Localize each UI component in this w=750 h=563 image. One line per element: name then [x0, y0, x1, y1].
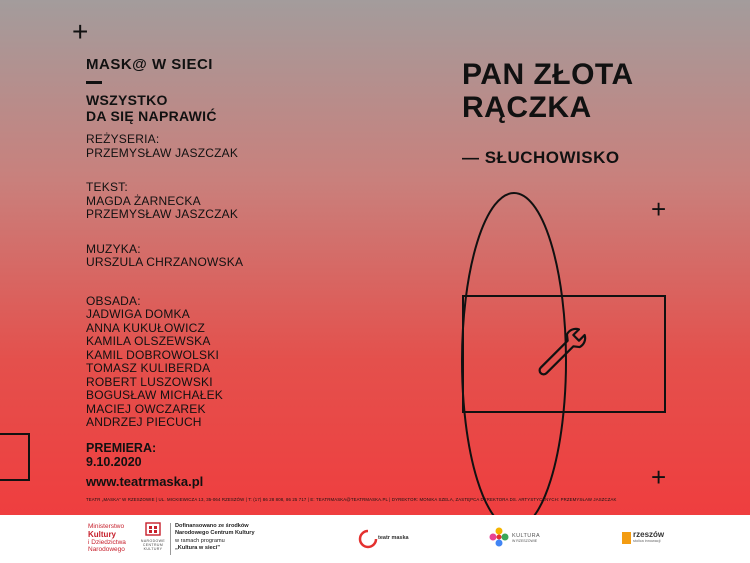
director-name: PRZEMYSŁAW JASZCZAK	[86, 145, 239, 160]
composer-name: URSZULA CHRZANOWSKA	[86, 255, 244, 269]
funding-line: w ramach programu	[175, 537, 225, 544]
play-title-line: PAN ZŁOTA	[462, 58, 634, 91]
nck-line: KULTURY	[143, 547, 163, 551]
cast-member: ANDRZEJ PIECUCH	[86, 415, 202, 429]
text-label: TEKST:	[86, 180, 128, 194]
ministry-line: i Dziedzictwa	[88, 538, 126, 546]
wrench-icon	[534, 325, 588, 379]
play-title-line: RĄCZKA	[462, 91, 592, 124]
mask-emblem-icon	[358, 529, 378, 549]
genre-subtitle: — SŁUCHOWISKO	[462, 148, 620, 167]
kultura-subtext: W RZESZOWIE	[512, 539, 538, 543]
cast-member: ROBERT LUSZOWSKI	[86, 374, 213, 389]
premiere-label: PREMIERA:	[86, 440, 157, 455]
nck-line: CENTRUM	[142, 543, 164, 547]
funding-line: Narodowego Centrum Kultury	[175, 530, 255, 537]
funding-line: Dofinansowano ze środków	[175, 523, 249, 529]
plus-icon: +	[72, 16, 89, 47]
direction-label: REŻYSERIA:	[86, 132, 160, 146]
teatr-maska-text: teatr maska	[378, 535, 409, 541]
cast-member: BOGUSŁAW MICHAŁEK	[86, 388, 223, 402]
nck-emblem-icon	[145, 521, 161, 537]
funding-line: „Kultura w sieci”	[175, 544, 221, 551]
kultura-flower-icon	[488, 526, 510, 548]
cast-member: JADWIGA DOMKA	[86, 307, 190, 321]
episode-title-line: DA SIĘ NAPRAWIĆ	[86, 108, 217, 124]
ellipse-outline	[462, 193, 566, 515]
text-author: PRZEMYSŁAW JASZCZAK	[86, 207, 239, 221]
episode-title-line: WSZYSTKO	[86, 92, 168, 108]
cast-member: TOMASZ KULIBERDA	[86, 361, 211, 375]
rzeszow-emblem-icon	[622, 532, 631, 544]
cast-member: MACIEJ OWCZAREK	[86, 401, 206, 416]
ministry-line: Kultury	[88, 529, 116, 539]
teatr-maska-logo	[358, 529, 418, 551]
rzeszow-logo	[622, 530, 678, 550]
plus-icon: +	[651, 194, 667, 224]
cast-member: KAMIL DOBROWOLSKI	[86, 347, 219, 362]
music-label: MUZYKA:	[86, 241, 141, 256]
logo-divider	[170, 523, 171, 555]
nck-logo	[138, 521, 168, 551]
ministry-line: Ministerstwo	[88, 523, 125, 530]
rzeszow-text: rzeszów	[633, 530, 665, 539]
text-author: MAGDA ŻARNECKA	[86, 193, 201, 208]
left-bracket-outline	[0, 434, 29, 480]
rzeszow-subtext: stolica innowacji	[633, 539, 661, 543]
cast-member: ANNA KUKUŁOWICZ	[86, 320, 206, 335]
website-link[interactable]: www.teatrmaska.pl	[86, 474, 204, 489]
kultura-text: KULTURA	[512, 533, 541, 539]
sponsor-logos	[0, 515, 750, 563]
contact-footer: TEATR „MASKA” W RZESZOWIE | UL. MICKIEWICZA 13, 35-064 RZESZÓW | T: (17) 86 28 808, 86 25 717 | E: TEATRMASKA@TEATRMASKA.PL | DYREKTOR: MONIKA SZELA, ZASTĘPCA DYREKTORA DS. ARTYSTYCZNYCH: PRZEMYSŁAW JASZCZAK	[86, 497, 617, 502]
nck-line: NARODOWE	[140, 539, 166, 543]
kultura-logo	[488, 524, 558, 554]
premiere-date: 9.10.2020	[86, 454, 142, 469]
funding-note	[175, 523, 285, 552]
ministry-line: Narodowego	[88, 546, 125, 553]
cast-label: OBSADA:	[86, 293, 141, 308]
series-title: MASK@ W SIECI	[86, 56, 213, 73]
cast-member: KAMILA OLSZEWSKA	[86, 334, 211, 348]
plus-icon: +	[651, 462, 667, 492]
ministry-logo	[88, 523, 136, 554]
